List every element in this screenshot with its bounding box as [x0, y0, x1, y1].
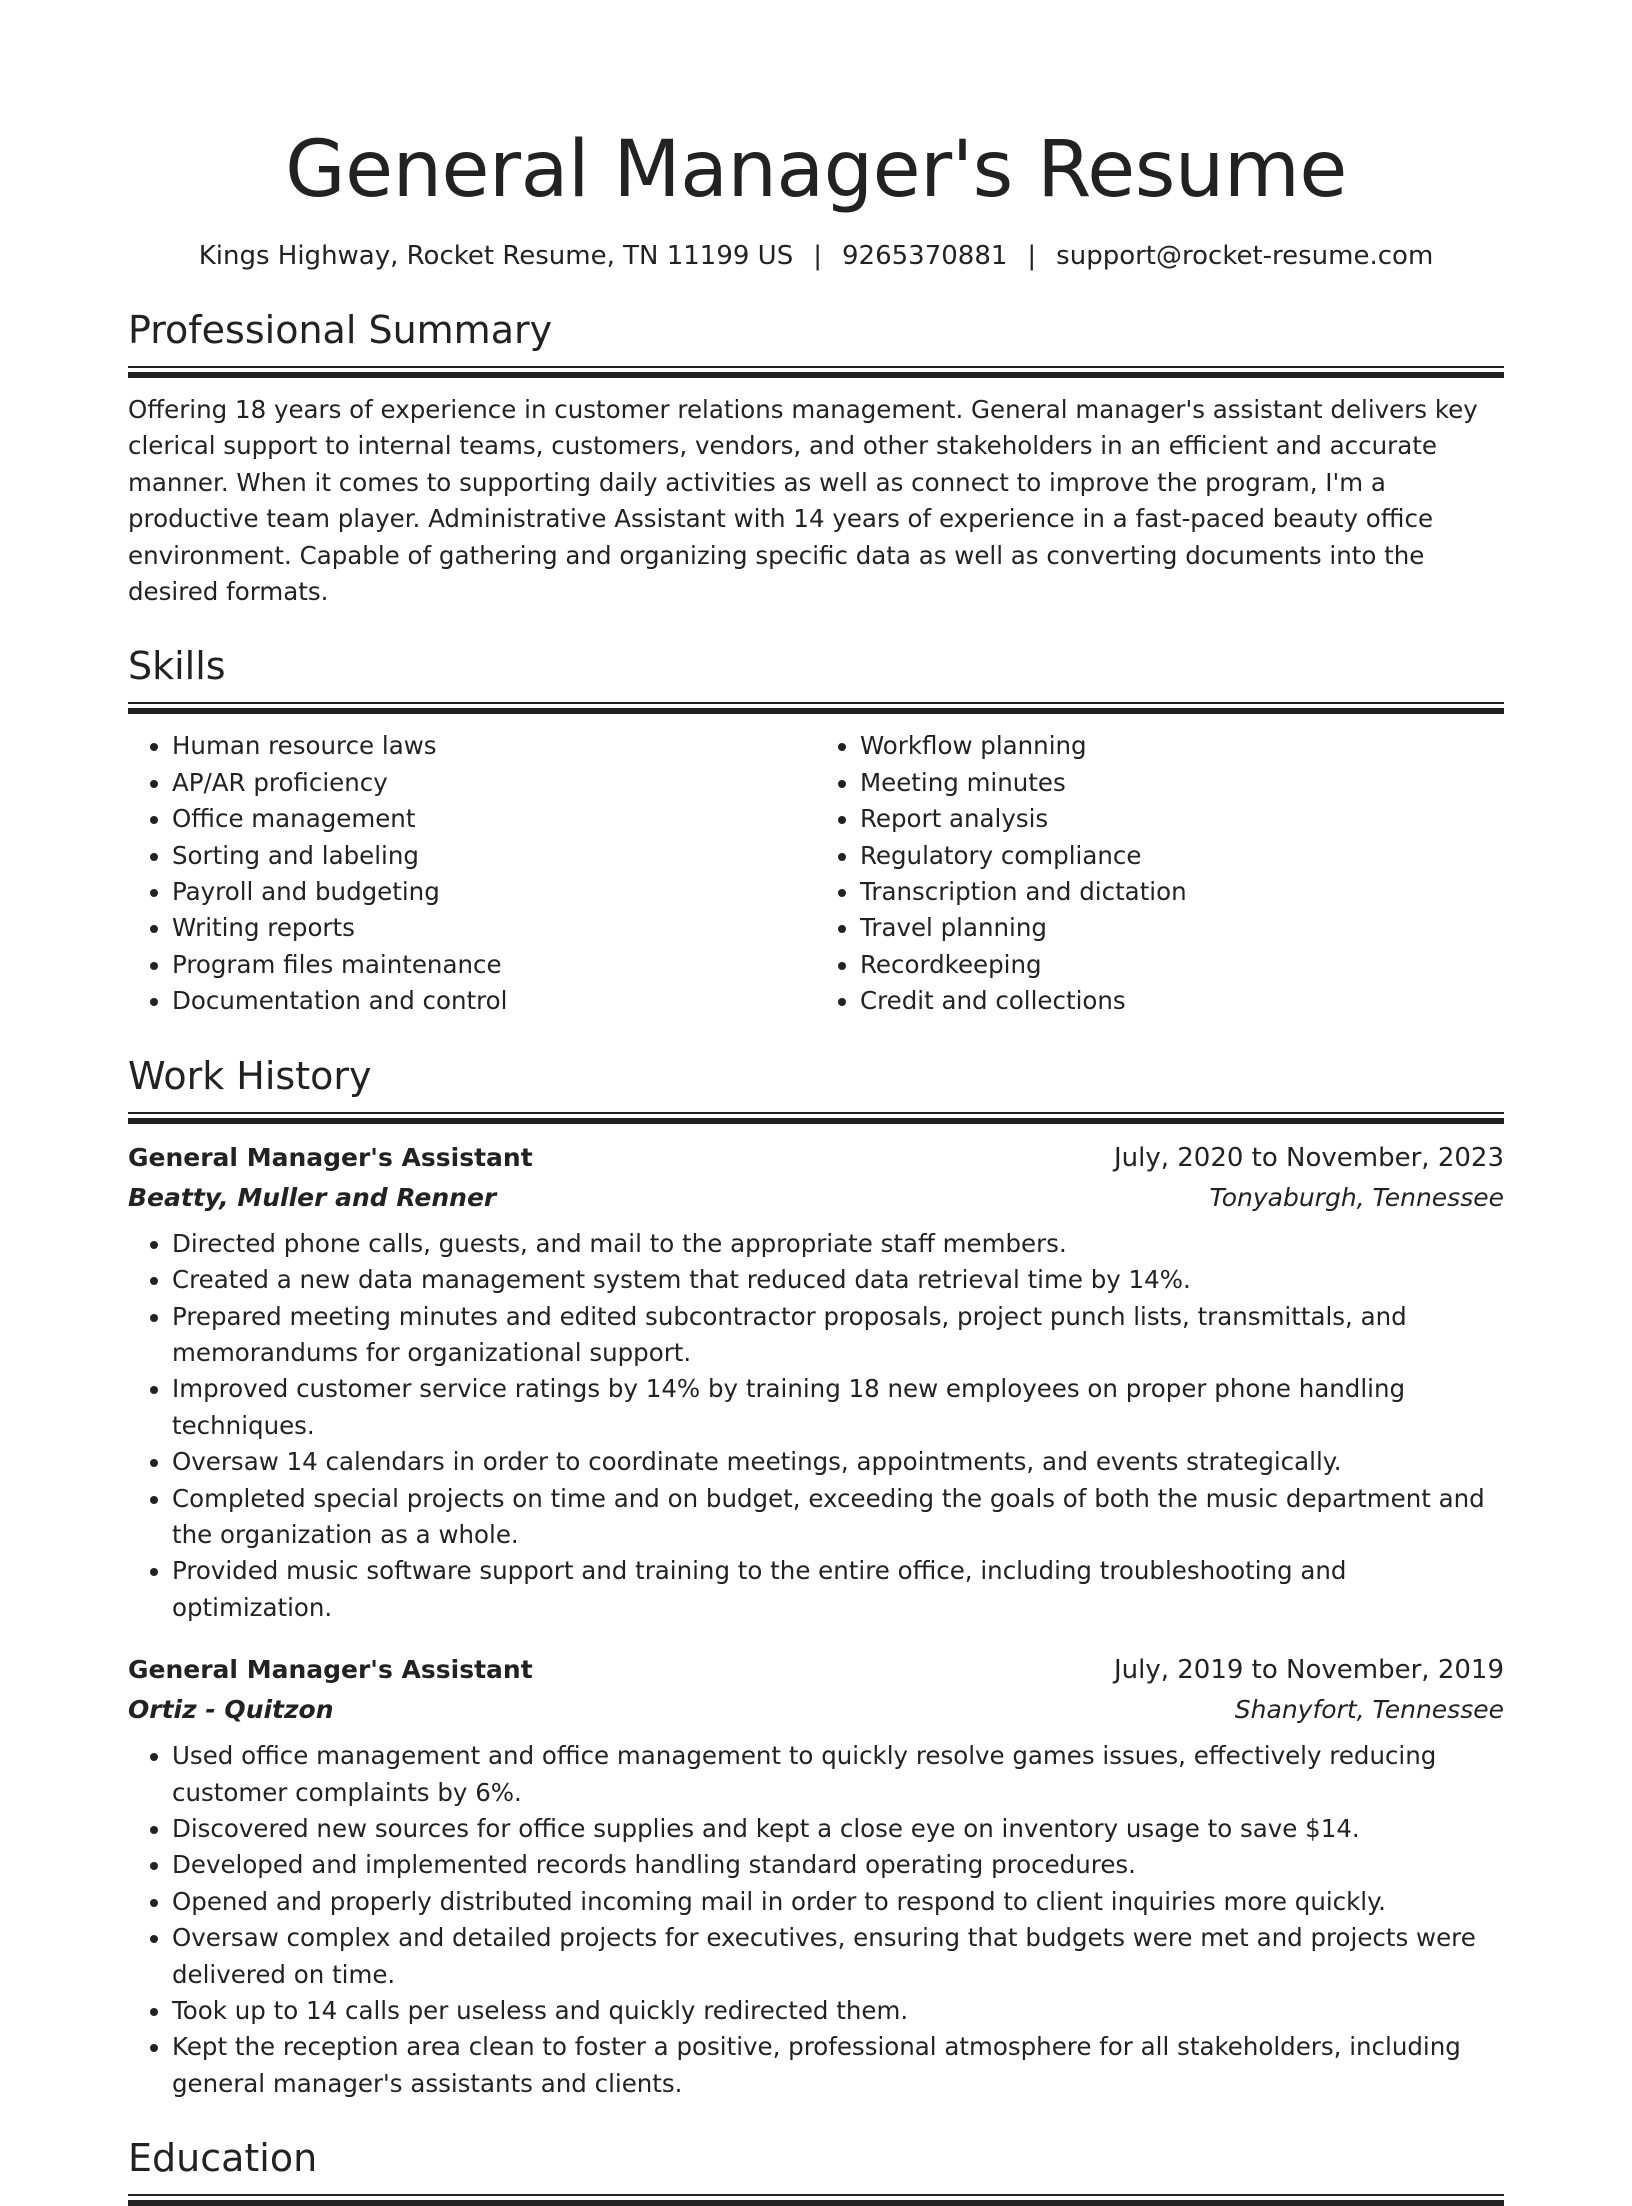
- contact-phone: 9265370881: [841, 241, 1008, 271]
- skills-list-left: [128, 728, 816, 1019]
- contact-line: [128, 238, 1504, 274]
- job-header-row: [128, 1138, 1504, 1178]
- job-header-row: [128, 1650, 1504, 1690]
- skill-item: • Program files maintenance: [172, 947, 816, 983]
- skill-item: • Transcription and dictation: [860, 874, 1504, 910]
- skill-item: • Office management: [172, 801, 816, 837]
- job-dates: July, 2020 to November, 2023: [1113, 1142, 1504, 1173]
- section-heading-education: Education: [128, 2136, 318, 2181]
- skill-item: • Workflow planning: [860, 728, 1504, 764]
- page-title: General Manager's Resume: [285, 125, 1347, 215]
- work-history-section: [128, 1050, 1504, 2103]
- job-location: Tonyaburgh, Tennessee: [1209, 1182, 1504, 1212]
- job-dates: July, 2019 to November, 2019: [1113, 1655, 1504, 1686]
- skill-item: • Writing reports: [172, 910, 816, 946]
- skill-item: • Sorting and labeling: [172, 838, 816, 874]
- skill-item: • Report analysis: [860, 801, 1504, 837]
- skills-section: [128, 640, 1504, 1019]
- job-bullets: [128, 1226, 1504, 1626]
- job-bullet: • Used office management and office management to quickly resolve games issues, effectively reducing customer complaints by 6%.: [172, 1738, 1504, 1811]
- job-bullet: • Created a new data management system that reduced data retrieval time by 14%.: [172, 1262, 1504, 1298]
- section-divider: [128, 1112, 1504, 1124]
- job-company-row: [128, 1690, 1504, 1730]
- skill-item: • AP/AR proficiency: [172, 765, 816, 801]
- skill-item: • Documentation and control: [172, 983, 816, 1019]
- job-bullet: • Opened and properly distributed incoming mail in order to respond to client inquiries more quickly.: [172, 1884, 1504, 1920]
- job-bullet: • Directed phone calls, guests, and mail to the appropriate staff members.: [172, 1226, 1504, 1262]
- section-heading-work-history: Work History: [128, 1053, 372, 1098]
- skill-item: • Human resource laws: [172, 728, 816, 764]
- job-bullet: • Prepared meeting minutes and edited subcontractor proposals, project punch lists, transmittals, and memorandums for organizational support.: [172, 1299, 1504, 1372]
- skill-item: • Regulatory compliance: [860, 838, 1504, 874]
- job-title: General Manager's Assistant: [128, 1655, 533, 1685]
- job-company: Ortiz - Quitzon: [128, 1695, 334, 1725]
- section-heading-summary: Professional Summary: [128, 308, 553, 352]
- skill-item: • Payroll and budgeting: [172, 874, 816, 910]
- education-section: [128, 2132, 1504, 2206]
- contact-address: Kings Highway, Rocket Resume, TN 11199 US: [198, 241, 794, 271]
- contact-separator: |: [1027, 241, 1037, 271]
- job-bullet: • Oversaw complex and detailed projects for executives, ensuring that budgets were met and projects were delivered on time.: [172, 1920, 1504, 1993]
- skill-item: • Travel planning: [860, 910, 1504, 946]
- skills-list-right: [816, 728, 1504, 1019]
- job-bullet: • Took up to 14 calls per useless and quickly redirected them.: [172, 1993, 1504, 2029]
- job-title: General Manager's Assistant: [128, 1142, 533, 1172]
- job-entry: [128, 1138, 1504, 1626]
- job-bullet: • Developed and implemented records handling standard operating procedures.: [172, 1847, 1504, 1883]
- job-company-row: [128, 1178, 1504, 1218]
- contact-email: support@rocket-resume.com: [1056, 241, 1434, 271]
- professional-summary-section: [128, 304, 1504, 610]
- skill-item: • Credit and collections: [860, 983, 1504, 1019]
- section-heading-skills: Skills: [128, 644, 226, 689]
- job-bullet: • Oversaw 14 calendars in order to coordinate meetings, appointments, and events strategically.: [172, 1444, 1504, 1480]
- job-entry: [128, 1650, 1504, 2102]
- job-bullet: • Improved customer service ratings by 14% by training 18 new employees on proper phone handling techniques.: [172, 1371, 1504, 1444]
- skill-item: • Recordkeeping: [860, 947, 1504, 983]
- section-divider: [128, 2194, 1504, 2206]
- section-divider: [128, 702, 1504, 714]
- skill-item: • Meeting minutes: [860, 765, 1504, 801]
- job-bullets: [128, 1738, 1504, 2102]
- job-bullet: • Discovered new sources for office supplies and kept a close eye on inventory usage to save $14.: [172, 1811, 1504, 1847]
- summary-text: Offering 18 years of experience in customer relations management. General manager's assistant delivers key clerical support to internal teams, customers, vendors, and other stakeholders in an efficient and accurate manner. When it comes to supporting daily activities as well as connect to improve the program, I'm a productive team player. Administrative Assistant with 14 years of experience in a fast-paced beauty office environment. Capable of gathering and organizing specific data as well as converting documents into the desired formats.: [128, 395, 1478, 607]
- skills-columns: [128, 728, 1504, 1019]
- job-company: Beatty, Muller and Renner: [128, 1182, 497, 1212]
- contact-separator: |: [813, 241, 822, 271]
- job-bullet: • Kept the reception area clean to foster a positive, professional atmosphere for all stakeholders, including general manager's assistants and clients.: [172, 2029, 1504, 2102]
- job-bullet: • Completed special projects on time and on budget, exceeding the goals of both the music department and the organization as a whole.: [172, 1481, 1504, 1554]
- job-location: Shanyfort, Tennessee: [1234, 1695, 1504, 1725]
- section-divider: [128, 366, 1504, 378]
- job-bullet: • Provided music software support and training to the entire office, including troubleshooting and optimization.: [172, 1553, 1504, 1626]
